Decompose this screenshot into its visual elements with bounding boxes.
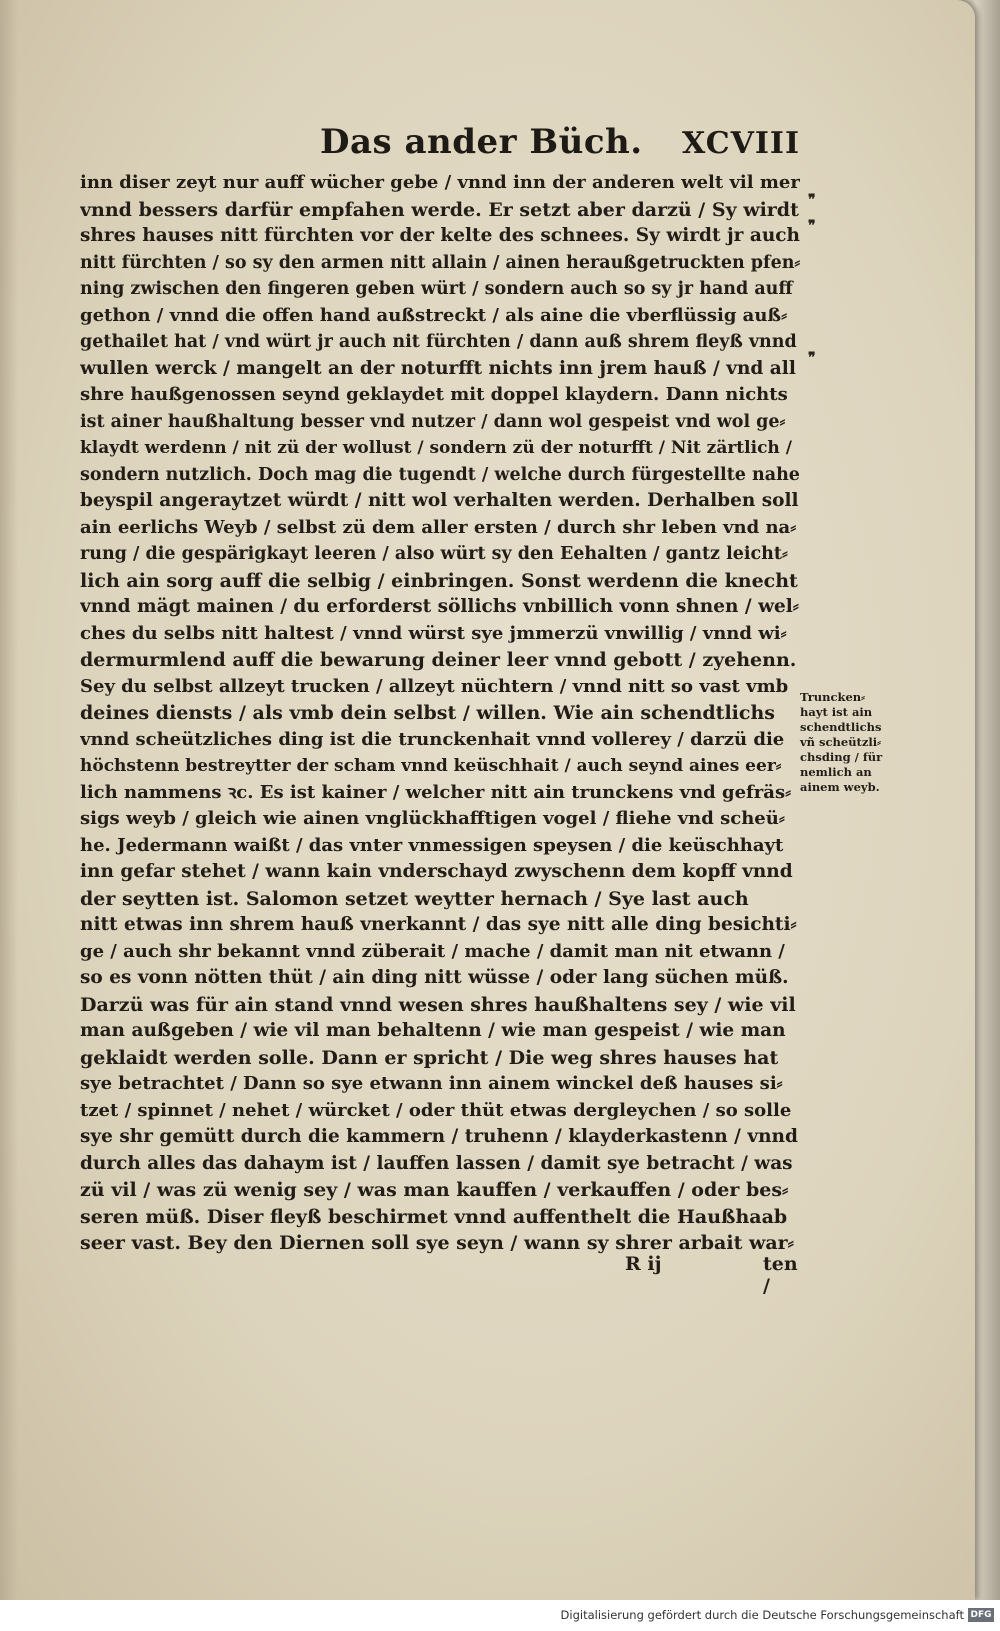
marginal-note-line: chsding / für <box>800 750 883 764</box>
footer-bar <box>0 1600 1000 1631</box>
marginal-note-line: schendtlichs <box>800 720 882 734</box>
text-line: klaydt werdenn / nit zü der wollust / sondern zü der noturfft / Nit zärtlich / <box>80 438 792 458</box>
text-line: der seytten ist. Salomon setzet weytter hernach / Sye last auch <box>80 887 749 910</box>
marginal-note <box>800 690 900 795</box>
text-line: gethon / vnnd die offen hand außstreckt / als aine die vberflüssig auß⸗ <box>80 304 788 326</box>
text-line: Sey du selbst allzeyt trucken / allzeyt nüchtern / vnnd nitt so vast vmb <box>80 675 789 697</box>
text-line: ge / auch shr bekannt vnnd züberait / mache / damit man nit etwann / <box>80 940 785 962</box>
text-line: sigs weyb / gleich wie ainen vnglückhafftigen vogel / fliehe vnd scheü⸗ <box>80 808 785 829</box>
text-line: he. Jedermann waißt / das vnter vnmessigen speysen / die keüschhayt <box>80 834 784 856</box>
gutter-shadow <box>0 0 18 1600</box>
text-line: gethailet hat / vnd würt jr auch nit fürchten / dann auß shrem fleyß vnnd <box>80 332 797 352</box>
text-line: beyspil angeraytzet würdt / nitt wol verhalten werden. Derhalben soll <box>80 490 799 511</box>
text-line: dermurmlend auff die bewarung deiner leer vnnd gebott / zyehenn. <box>80 649 797 671</box>
folio-number: XCVIII <box>681 126 800 161</box>
text-line: höchstenn bestreytter der scham vnnd keüschhait / auch seynd aines eer⸗ <box>80 756 782 776</box>
text-line: sondern nutzlich. Doch mag die tugendt / welche durch fürgestellte nahe <box>80 464 800 485</box>
quote-mark: ❞ <box>808 218 816 234</box>
text-line: ning zwischen den fingeren geben würt / sondern auch so sy jr hand auff <box>80 279 793 299</box>
quote-mark: ❞ <box>808 350 816 366</box>
funding-credit: Digitalisierung gefördert durch die Deutsche Forschungsgemeinschaft <box>560 1608 964 1622</box>
running-title: Das ander Büch. <box>320 122 643 162</box>
text-line: vnnd bessers darfür empfahen werde. Er setzt aber darzü / Sy wirdt <box>80 198 799 221</box>
text-line: durch alles das dahaym ist / lauffen lassen / damit sye betracht / was <box>80 1152 793 1174</box>
text-line: ain eerlichs Weyb / selbst zü dem aller ersten / durch shr leben vnd na⸗ <box>80 516 797 538</box>
text-line: inn gefar stehet / wann kain vnderschayd zwyschenn dem kopff vnnd <box>80 861 793 882</box>
text-line: shre haußgenossen seynd geklaydet mit doppel klaydern. Dann nichts <box>80 384 788 405</box>
text-line: inn diser zeyt nur auff wücher gebe / vnnd inn der anderen welt vil mer <box>80 172 800 193</box>
signature-mark: R ij <box>625 1253 662 1275</box>
text-line: ches du selbs nitt haltest / vnnd würst sye jmmerzü vnwillig / vnnd wi⸗ <box>80 622 787 644</box>
text-line: sye shr gemütt durch die kammern / truhenn / klayderkastenn / vnnd <box>80 1126 798 1147</box>
text-line: seer vast. Bey den Diernen soll sye seyn / wann sy shrer arbait war⸗ <box>80 1232 794 1254</box>
text-line: tzet / spinnet / nehet / würcket / oder thüt etwas dergleychen / so solle <box>80 1099 792 1121</box>
text-line: nitt fürchten / so sy den armen nitt allain / ainen heraußgetruckten pfen⸗ <box>80 252 800 273</box>
text-line: deines diensts / als vmb dein selbst / willen. Wie ain schendtlichs <box>80 702 775 724</box>
marginal-note-line: hayt ist ain <box>800 705 873 719</box>
marginal-note-line: vñ scheützli⸗ <box>800 735 881 749</box>
text-line: rung / die gespärigkayt leeren / also würt sy den Eehalten / gantz leicht⸗ <box>80 544 788 564</box>
text-line: geklaidt werden solle. Dann er spricht / Die weg shres hauses hat <box>80 1046 779 1069</box>
text-line: lich ain sorg auff die selbig / einbringen. Sonst werdenn die knecht <box>80 569 798 592</box>
marginal-note-line: ainem weyb. <box>800 780 880 794</box>
text-line: sye betrachtet / Dann so sye etwann inn ainem winckel deß hauses si⸗ <box>80 1073 783 1094</box>
text-line: seren müß. Diser fleyß beschirmet vnnd auffenthelt die Haußhaab <box>80 1205 788 1228</box>
catchword: ten / <box>763 1253 798 1297</box>
text-line: so es vonn nötten thüt / ain ding nitt wüsse / oder lang süchen müß. <box>80 967 789 988</box>
page-header <box>320 122 800 170</box>
text-line: vnnd mägt mainen / du erforderst söllichs vnbillich vonn shnen / wel⸗ <box>80 596 799 617</box>
marginal-note-line: Truncken⸗ <box>800 690 865 704</box>
quote-mark: ❞ <box>808 192 816 208</box>
text-line: zü vil / was zü wenig sey / was man kauffen / verkauffen / oder bes⸗ <box>80 1179 789 1201</box>
text-line: lich nammens ꝛc. Es ist kainer / welcher nitt ain trunckens vnd gefräs⸗ <box>80 781 792 803</box>
text-line: ist ainer haußhaltung besser vnd nutzer / dann wol gespeist vnd wol ge⸗ <box>80 411 786 432</box>
text-line: vnnd scheützliches ding ist die trunckenhait vnnd vollerey / darzü die <box>80 728 785 750</box>
text-line: wullen werck / mangelt an der noturfft nichts inn jrem hauß / vnd all <box>80 357 796 379</box>
text-line: shres hauses nitt fürchten vor der kelte des schnees. Sy wirdt jr auch <box>80 225 800 246</box>
text-line: Darzü was für ain stand vnnd wesen shres haußhaltens sey / wie vil <box>80 993 796 1016</box>
dfg-logo: DFG <box>968 1608 994 1622</box>
main-text-block <box>80 170 800 1257</box>
marginal-note-line: nemlich an <box>800 765 872 779</box>
text-line: man außgeben / wie vil man behaltenn / wie man gespeist / wie man <box>80 1020 786 1041</box>
text-line: nitt etwas inn shrem hauß vnerkannt / das sye nitt alle ding besichti⸗ <box>80 914 797 935</box>
